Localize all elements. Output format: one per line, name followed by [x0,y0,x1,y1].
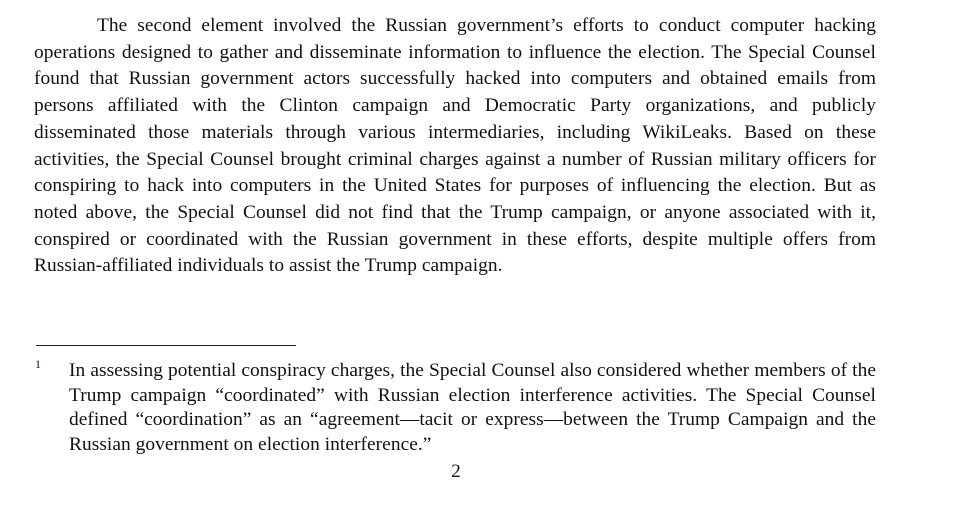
page-number: 2 [451,461,461,482]
footnote-text: In assessing potential conspiracy charges, the Special Counsel also considered whether members of the Trump campaign “coordinated” with Russian election interference activities. The Special Counsel defined “coordination” as an “agreement—tacit or express—between the Trump Campaign and the Russian government on election interference.” [69,360,876,455]
footnote-divider [36,345,296,346]
footnote-marker: 1 [35,357,41,371]
body-paragraph: The second element involved the Russian government’s efforts to conduct computer hacking operations designed to gather and disseminate information to influence the election. The Special Counsel found that Russian government actors successfully hacked into computers and obtained emails from persons affiliated with the Clinton campaign and Democratic Party organizations, and publicly disseminated those materials through various intermediaries, including WikiLeaks. Based on these activities, the Special Counsel brought criminal charges against a number of Russian military officers for conspiring to hack into computers in the United States for purposes of influencing the election. But as noted above, the Special Counsel did not find that the Trump campaign, or anyone associated with it, conspired or coordinated with the Russian government in these efforts, despite multiple offers from Russian-affiliated individuals to assist the Trump campaign. [34,15,876,277]
